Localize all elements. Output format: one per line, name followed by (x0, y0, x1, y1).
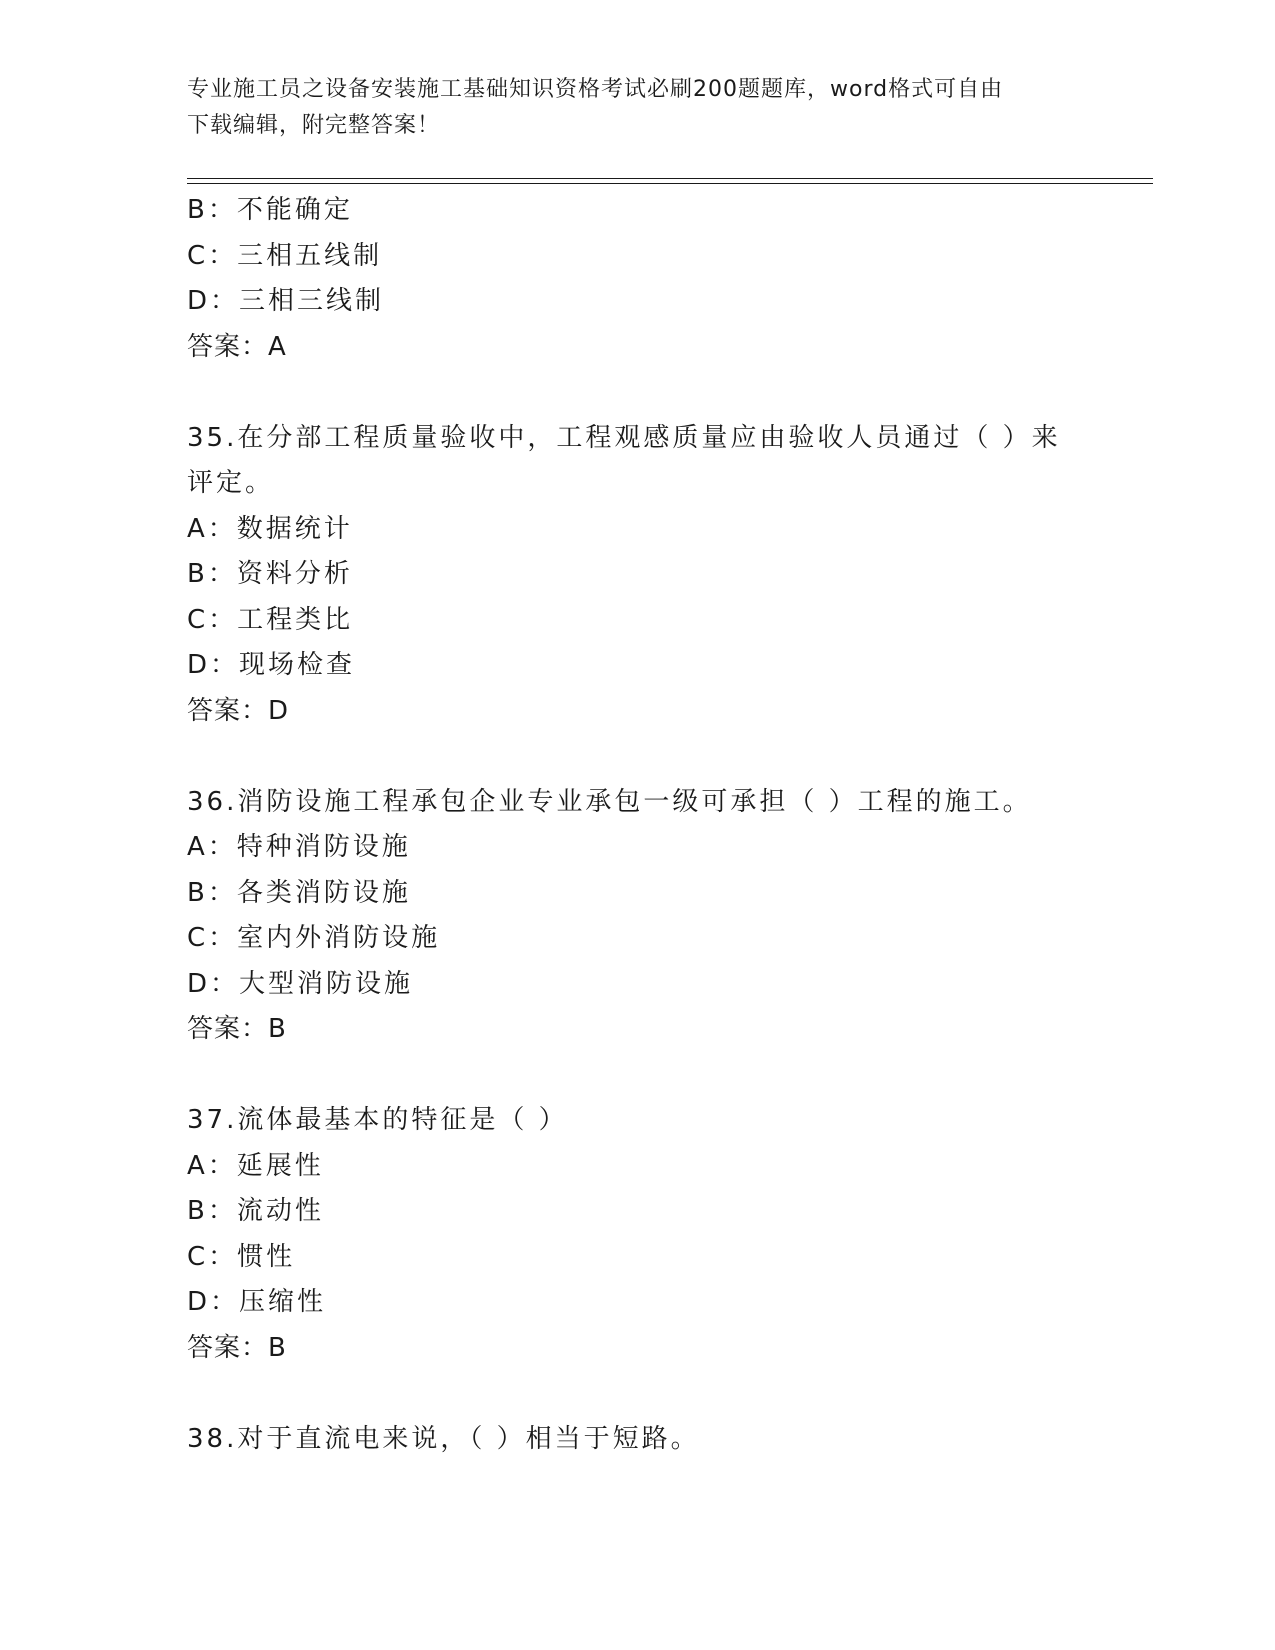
option-b: B：资料分析 (187, 559, 353, 589)
answer: 答案：B (187, 1014, 287, 1044)
option-b: B：流动性 (187, 1196, 324, 1226)
answer: 答案：D (187, 695, 290, 726)
option-c: C：惯性 (187, 1241, 296, 1272)
question-38 (187, 1417, 1087, 1463)
answer: 答案：B (187, 1332, 287, 1363)
option-b: B：不能确定 (187, 195, 353, 225)
option-d: D：三相三线制 (187, 286, 385, 316)
question-stem: 36.消防设施工程承包企业专业承包一级可承担（ ）工程的施工。 (187, 786, 1032, 817)
question-34-continued (187, 188, 1087, 370)
question-list (187, 188, 1087, 1462)
question-36 (187, 780, 1087, 1053)
header-divider-top (187, 178, 1153, 179)
question-37 (187, 1098, 1087, 1371)
question-stem: 37.流体最基本的特征是（ ） (187, 1105, 568, 1135)
option-d: D：压缩性 (187, 1287, 327, 1317)
option-c: C：室内外消防设施 (187, 923, 441, 953)
option-d: D：大型消防设施 (187, 968, 414, 999)
question-stem: 38.对于直流电来说，（ ）相当于短路。 (187, 1423, 700, 1454)
header-divider-bottom (187, 183, 1153, 184)
answer: 答案：A (187, 331, 287, 362)
option-a: A：数据统计 (187, 513, 353, 544)
header-line-1: 专业施工员之设备安装施工基础知识资格考试必刷200题题库，word格式可自由 (187, 77, 1004, 102)
option-d: D：现场检查 (187, 650, 356, 680)
option-a: A：延展性 (187, 1150, 324, 1181)
option-a: A：特种消防设施 (187, 832, 411, 862)
question-35 (187, 416, 1087, 735)
option-c: C：三相五线制 (187, 240, 383, 271)
header-line-2: 下载编辑，附完整答案！ (187, 113, 441, 138)
question-stem: 35.在分部工程质量验收中，工程观感质量应由验收人员通过（ ）来 (187, 422, 1061, 453)
document-header (187, 72, 1067, 144)
option-b: B：各类消防设施 (187, 877, 411, 908)
question-stem-continued: 评定。 (187, 468, 275, 498)
option-c: C：工程类比 (187, 604, 354, 635)
